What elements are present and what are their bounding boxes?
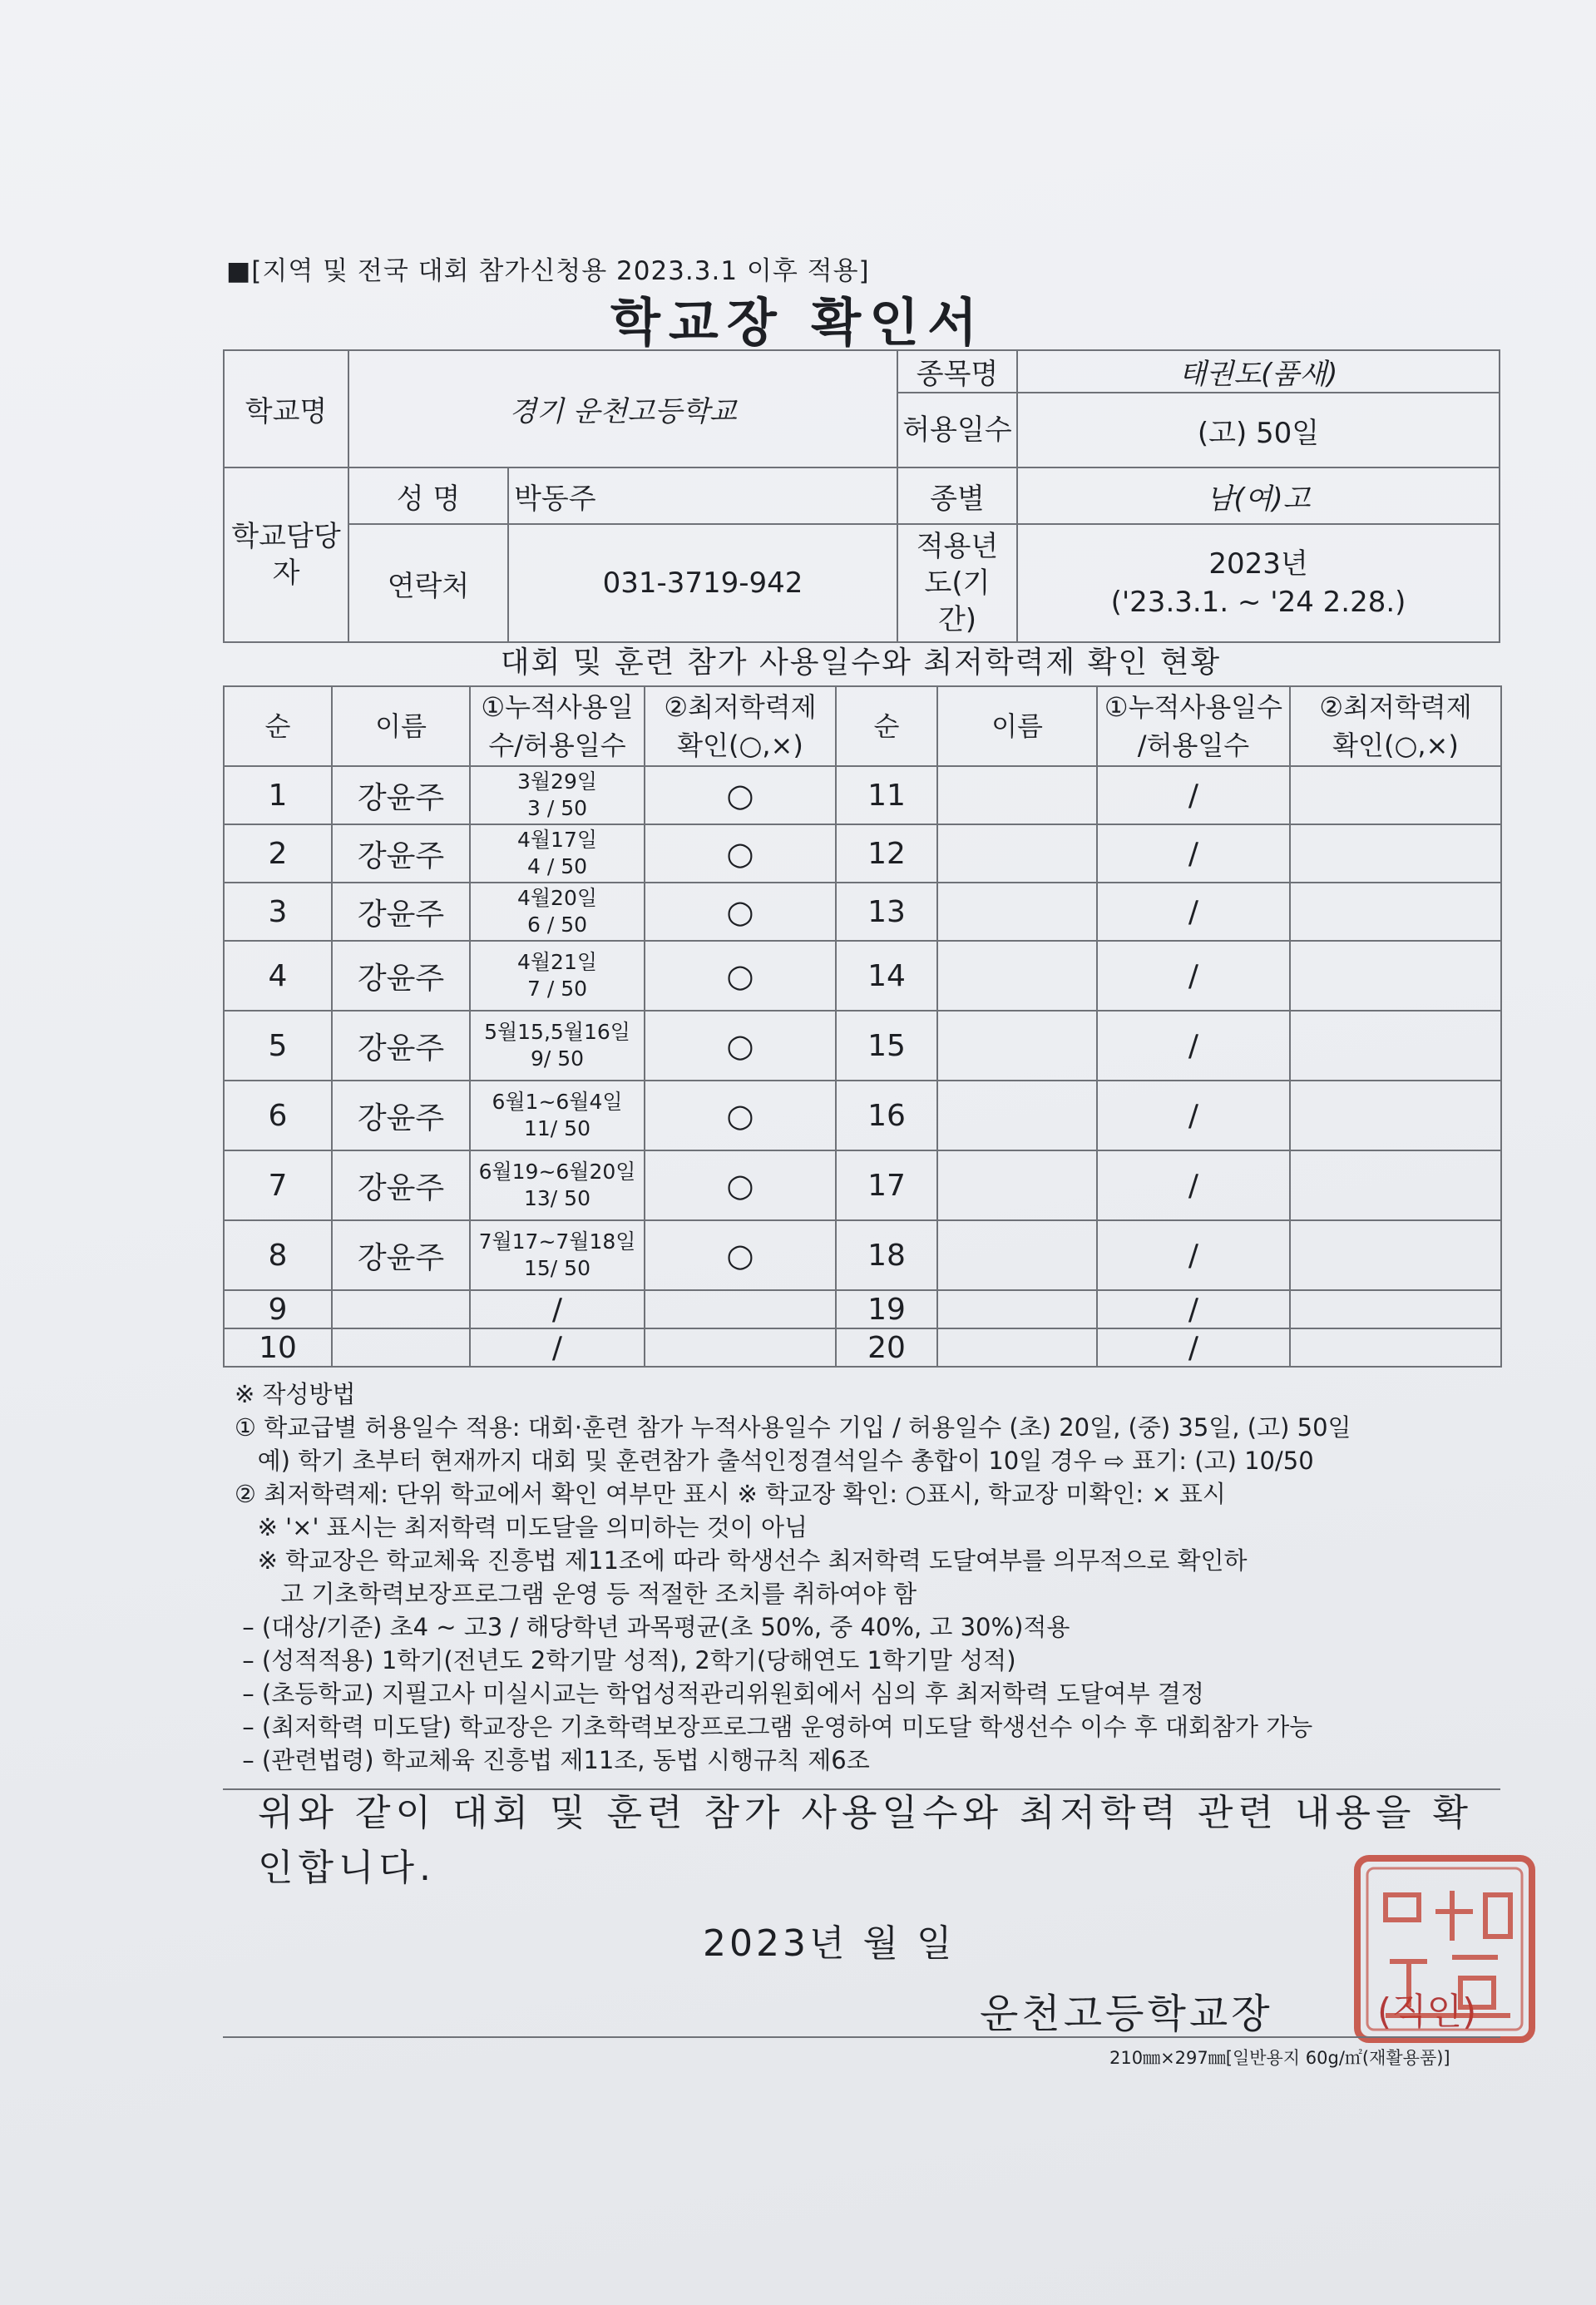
event-label: 종목명 <box>897 350 1017 393</box>
table-row <box>224 1081 1501 1150</box>
days-date: 3월29일 <box>516 769 598 794</box>
min-mark-cell-right <box>1290 1290 1501 1328</box>
days-cell-right: / <box>1097 766 1290 824</box>
header-seq-right: 순 <box>836 686 937 766</box>
header-min-left-line1: ②최저학력제 <box>664 691 817 723</box>
header-note: ■[지역 및 전국 대회 참가신청용 2023.3.1 이후 적용] <box>226 256 870 286</box>
year-label: 적용년도(기간) <box>897 524 1017 642</box>
days-cell-right: / <box>1097 941 1290 1011</box>
gender-label: 종별 <box>897 467 1017 524</box>
days-date: 4월20일 <box>516 886 598 910</box>
table-row <box>224 766 1501 824</box>
table-row <box>224 824 1501 883</box>
note-line: ※ '×' 표시는 최저학력 미도달을 의미하는 것이 아님 <box>235 1513 808 1541</box>
seq-cell: 3 <box>224 883 332 941</box>
days-cell-right: / <box>1097 1328 1290 1367</box>
days-date: 4월17일 <box>516 828 598 852</box>
table-row <box>224 941 1501 1011</box>
days-cell-right: / <box>1097 1011 1290 1081</box>
name-cell-right <box>937 1290 1097 1328</box>
name-cell-right <box>937 824 1097 883</box>
note-line: ※ 작성방법 <box>235 1380 356 1408</box>
min-mark-cell: ○ <box>645 941 836 1011</box>
min-mark-cell: ○ <box>645 883 836 941</box>
name-cell-right <box>937 1328 1097 1367</box>
days-count: 13/ 50 <box>524 1186 590 1210</box>
name-cell: 강윤주 <box>332 1011 470 1081</box>
min-mark-cell-right <box>1290 883 1501 941</box>
seq-cell: 10 <box>224 1328 332 1367</box>
gender-value: 남(여)고 <box>1017 467 1500 524</box>
days-date: 7월17~7월18일 <box>478 1229 636 1254</box>
table-row <box>224 1290 1501 1328</box>
period-value: ('23.3.1. ~ '24 2.28.) <box>1110 586 1406 619</box>
days-cell-right: / <box>1097 824 1290 883</box>
days-count: 7 / 50 <box>526 977 588 1001</box>
name-cell: 강윤주 <box>332 883 470 941</box>
header-days-right <box>1097 686 1290 766</box>
seq-cell-right: 15 <box>836 1011 937 1081</box>
table-row <box>224 1328 1501 1367</box>
min-mark-cell: ○ <box>645 1150 836 1220</box>
name-cell: 강윤주 <box>332 1081 470 1150</box>
contact-label: 연락처 <box>348 524 508 642</box>
days-count: 15/ 50 <box>524 1256 590 1280</box>
seq-cell: 7 <box>224 1150 332 1220</box>
note-line: – (성적적용) 1학기(전년도 2학기말 성적), 2학기(당해연도 1학기말 성적) <box>235 1646 1016 1674</box>
min-mark-cell-right <box>1290 1220 1501 1290</box>
seq-cell: 5 <box>224 1011 332 1081</box>
school-label: 학교명 <box>224 350 348 467</box>
event-value: 태권도(품새) <box>1017 350 1500 393</box>
min-mark-cell: ○ <box>645 824 836 883</box>
name-cell-right <box>937 1081 1097 1150</box>
days-count: 4 / 50 <box>526 854 588 878</box>
days-cell <box>470 1150 645 1220</box>
days-cell-right: / <box>1097 883 1290 941</box>
school-seal-icon <box>1352 1853 1537 2045</box>
days-date: 6월1~6월4일 <box>492 1090 623 1114</box>
header-seq: 순 <box>224 686 332 766</box>
days-count: 3 / 50 <box>526 796 588 820</box>
min-mark-cell: ○ <box>645 766 836 824</box>
name-cell-right <box>937 766 1097 824</box>
table-row <box>224 1150 1501 1220</box>
days-date: 4월21일 <box>516 950 598 974</box>
days-cell-right: / <box>1097 1081 1290 1150</box>
days-count: 9/ 50 <box>530 1046 585 1071</box>
principal-title: 운천고등학교장 <box>980 1991 1273 2037</box>
note-line: ① 학교급별 허용일수 적용: 대회·훈련 참가 누적사용일수 기입 / 허용일수 (초) 20일, (중) 35일, (고) 50일 <box>235 1413 1351 1442</box>
name-cell <box>332 1290 470 1328</box>
min-mark-cell: ○ <box>645 1011 836 1081</box>
days-cell-right: / <box>1097 1150 1290 1220</box>
header-days-left-line1: ①누적사용일 <box>481 691 634 723</box>
table-row <box>224 1220 1501 1290</box>
seq-cell-right: 16 <box>836 1081 937 1150</box>
seq-cell: 2 <box>224 824 332 883</box>
note-line: ② 최저학력제: 단위 학교에서 확인 여부만 표시 ※ 학교장 확인: ○표시, 학교장 미확인: × 표시 <box>235 1480 1226 1508</box>
name-cell <box>332 1328 470 1367</box>
days-cell: / <box>470 1290 645 1328</box>
contact-value: 031-3719-942 <box>508 524 897 642</box>
name-cell-right <box>937 1150 1097 1220</box>
name-value: 박동주 <box>508 467 897 524</box>
seq-cell: 1 <box>224 766 332 824</box>
min-mark-cell <box>645 1328 836 1367</box>
days-cell-right: / <box>1097 1220 1290 1290</box>
seq-cell-right: 11 <box>836 766 937 824</box>
table-row <box>224 883 1501 941</box>
note-line: 고 기초학력보장프로그램 운영 등 적절한 조치를 취하여야 함 <box>235 1580 917 1608</box>
header-name-right: 이름 <box>937 686 1097 766</box>
header-name: 이름 <box>332 686 470 766</box>
days-cell: / <box>470 1328 645 1367</box>
manager-label: 학교담당자 <box>224 467 348 642</box>
days-cell <box>470 1081 645 1150</box>
seq-cell-right: 18 <box>836 1220 937 1290</box>
note-line: – (대상/기준) 초4 ~ 고3 / 해당학년 과목평균(초 50%, 중 40%, 고 30%)적용 <box>235 1613 1070 1641</box>
seq-cell-right: 20 <box>836 1328 937 1367</box>
seq-cell: 4 <box>224 941 332 1011</box>
name-cell: 강윤주 <box>332 766 470 824</box>
min-mark-cell-right <box>1290 766 1501 824</box>
seq-cell: 6 <box>224 1081 332 1150</box>
info-table <box>223 349 1500 643</box>
header-days-right-line2: /허용일수 <box>1137 730 1250 761</box>
note-line: – (관련법령) 학교체육 진흥법 제11조, 동법 시행규칙 제6조 <box>235 1746 870 1774</box>
seq-cell-right: 12 <box>836 824 937 883</box>
header-min-right-line1: ②최저학력제 <box>1319 691 1472 723</box>
min-mark-cell-right <box>1290 1328 1501 1367</box>
name-cell-right <box>937 1220 1097 1290</box>
min-mark-cell <box>645 1290 836 1328</box>
note-line: – (초등학교) 지필고사 미실시교는 학업성적관리위원회에서 심의 후 최저학력 도달여부 결정 <box>235 1679 1204 1708</box>
days-count: 11/ 50 <box>524 1116 590 1140</box>
year-value: 2023년 <box>1208 547 1308 581</box>
seq-cell-right: 17 <box>836 1150 937 1220</box>
note-line: – (최저학력 미도달) 학교장은 기초학력보장프로그램 운영하여 미도달 학생선수 이수 후 대회참가 가능 <box>235 1713 1313 1741</box>
header-min-left-line2: 확인(○,×) <box>677 730 803 761</box>
name-label: 성 명 <box>348 467 508 524</box>
instructions <box>235 1378 1507 1777</box>
name-cell: 강윤주 <box>332 824 470 883</box>
allowed-days-label: 허용일수 <box>897 393 1017 467</box>
days-cell <box>470 824 645 883</box>
table-row <box>224 1011 1501 1081</box>
note-line: 예) 학기 초부터 현재까지 대회 및 훈련참가 출석인정결석일수 총합이 10일 경우 ⇨ 표기: (고) 10/50 <box>235 1447 1314 1475</box>
min-mark-cell-right <box>1290 824 1501 883</box>
status-table <box>223 685 1502 1368</box>
days-date: 5월15,5월16일 <box>484 1020 630 1044</box>
year-cell <box>1017 524 1500 642</box>
days-date: 6월19~6월20일 <box>478 1160 636 1184</box>
name-cell: 강윤주 <box>332 1150 470 1220</box>
paper-spec: 210㎜×297㎜[일반용지 60g/㎡(재활용품)] <box>1109 2048 1450 2068</box>
days-cell-right: / <box>1097 1290 1290 1328</box>
seq-cell: 9 <box>224 1290 332 1328</box>
header-min-right-line2: 확인(○,×) <box>1332 730 1459 761</box>
min-mark-cell-right <box>1290 941 1501 1011</box>
days-count: 6 / 50 <box>526 913 588 937</box>
header-days-left <box>470 686 645 766</box>
days-cell <box>470 883 645 941</box>
name-cell-right <box>937 941 1097 1011</box>
note-line: ※ 학교장은 학교체육 진흥법 제11조에 따라 학생선수 최저학력 도달여부를 의무적으로 확인하 <box>235 1546 1248 1575</box>
header-min-right <box>1290 686 1501 766</box>
seq-cell-right: 13 <box>836 883 937 941</box>
seq-cell-right: 14 <box>836 941 937 1011</box>
min-mark-cell: ○ <box>645 1220 836 1290</box>
seq-cell-right: 19 <box>836 1290 937 1328</box>
header-days-left-line2: 수/허용일수 <box>488 730 626 761</box>
days-cell <box>470 1011 645 1081</box>
min-mark-cell: ○ <box>645 1081 836 1150</box>
name-cell: 강윤주 <box>332 941 470 1011</box>
header-min-left <box>645 686 836 766</box>
divider-bottom <box>223 2036 1500 2038</box>
status-section-title: 대회 및 훈련 참가 사용일수와 최저학력제 확인 현황 <box>223 641 1499 687</box>
header-days-right-line1: ①누적사용일수 <box>1104 691 1283 723</box>
min-mark-cell-right <box>1290 1150 1501 1220</box>
name-cell-right <box>937 883 1097 941</box>
seal-text: (직인) <box>1377 1991 1477 2033</box>
name-cell: 강윤주 <box>332 1220 470 1290</box>
school-value: 경기 운천고등학교 <box>348 350 897 467</box>
date-line: 2023년 월 일 <box>703 1922 956 1965</box>
document-title: 학교장 확인서 <box>610 292 986 353</box>
declaration: 위와 같이 대회 및 훈련 참가 사용일수와 최저학력 관련 내용을 확인합니다. <box>258 1792 1473 1889</box>
seq-cell: 8 <box>224 1220 332 1290</box>
min-mark-cell-right <box>1290 1011 1501 1081</box>
days-cell <box>470 941 645 1011</box>
days-cell <box>470 766 645 824</box>
name-cell-right <box>937 1011 1097 1081</box>
allowed-days-value: (고) 50일 <box>1017 393 1500 467</box>
min-mark-cell-right <box>1290 1081 1501 1150</box>
days-cell <box>470 1220 645 1290</box>
